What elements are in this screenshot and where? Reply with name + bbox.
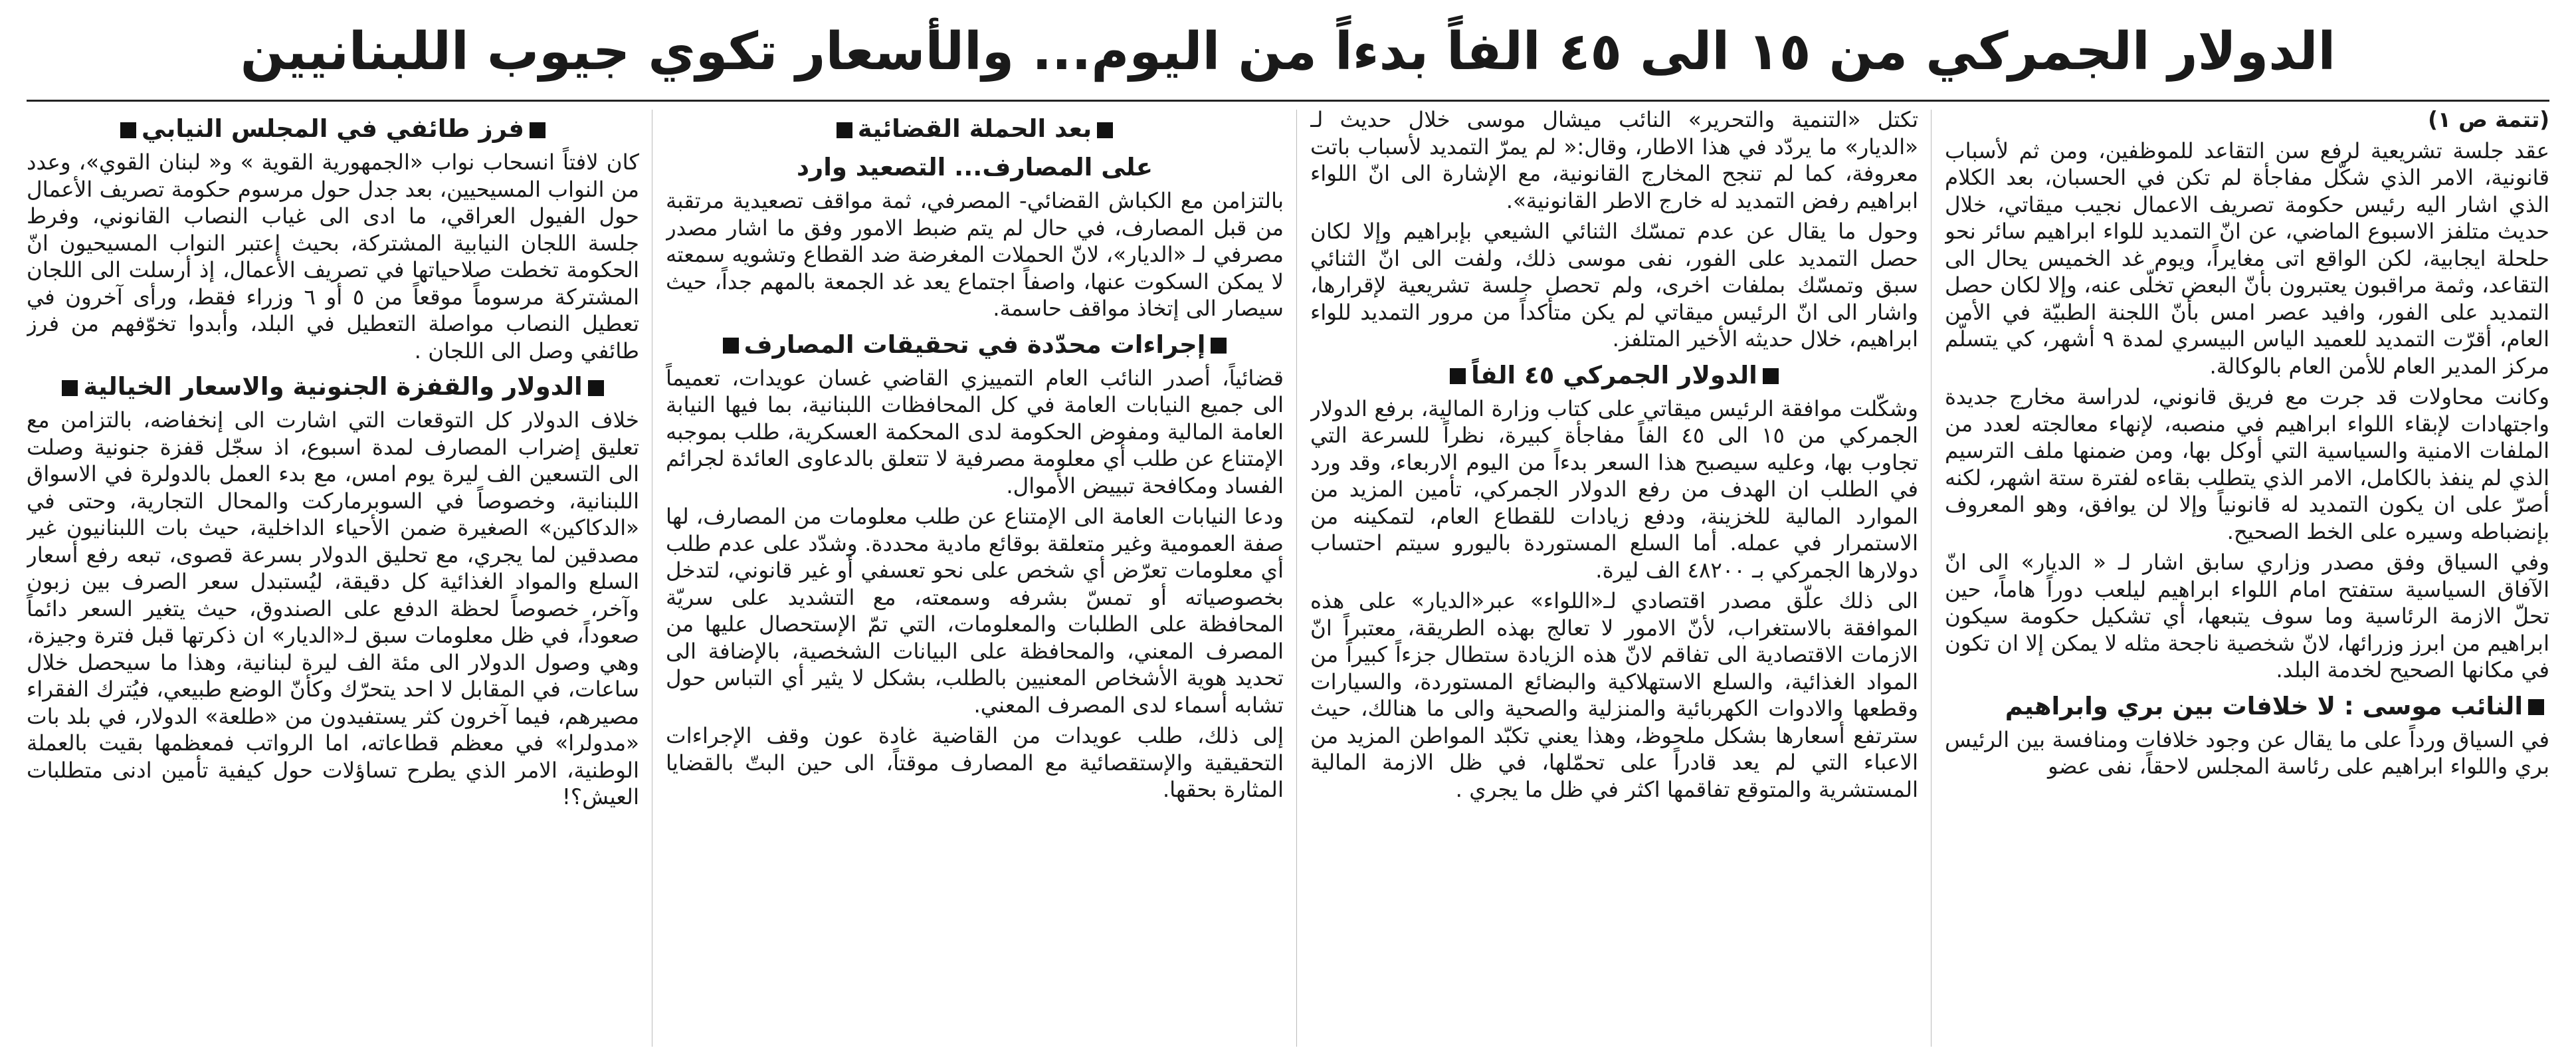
paragraph: خلاف الدولار كل التوقعات التي اشارت الى إنخفاضه، بالتزامن مع تعليق إضراب المصارف لمدة اسبوع، اذ سجّل قفزة جنونية وصلت الى التسعين الف ليرة يوم امس، مع بدء العمل بالدولرة في الاسواق اللبنانية، وخصوصاً في السوبرماركت والمحال التجارية، وحتى في «الدكاكين» الصغيرة ضمن الأحياء الداخلية، حيث بات اللبنانيون غير مصدقين لما يجري، مع تحليق الدولار بسرعة قصوى، تبعه رفع أسعار السلع والمواد الغذائية كل دقيقة، ليُستبدل سعر الصرف بين زبون وآخر، خصوصاً لحظة الدفع على الصندوق، حيث يتغير السعر دائماً صعوداً، في ظل معلومات سبق لـ«الديار» ان ذكرتها قبل فترة وجيزة، وهي وصول الدولار الى مئة الف ليرة لبنانية، وهذا ما سيحصل خلال ساعات، في المقابل لا احد يتحرّك وكأنّ الوضع طبيعي، فيُترك الفقراء مصيرهم، فيما آخرون كثر يستفيدون من «طلعة» الدولار، في بلد بات «مدولرا» في معظم قطاعاته، اما الرواتب فمعظمها بقيت بالعملة الوطنية، الامر الذي يطرح تساؤلات حول كيفية تأمين ادنى متطلبات العيش؟! (27, 407, 639, 809)
square-bullet-icon (1763, 368, 1779, 384)
subheading-text: إجراءات محدّدة في تحقيقات المصارف (743, 330, 1206, 359)
paragraph: الى ذلك علّق مصدر اقتصادي لـ«اللواء» عبر«الديار» على هذه الموافقة بالاستغراب، لأنّ الامور لا تعالج بهذه الطريقة، معتبراً انّ الازمات الاقتصادية الى تفاقم لانّ هذه الزيادة ستطال جزءاً كبيراً من المواد الغذائية، والسلع الاستهلاكية والبضائع المستوردة، والسيارات وقطعها والادوات الكهربائية والمنزلية والصحية والى ما هنالك، حيث سترتفع أسعارها بشكل ملحوظ، وهذا يعني تكبّد المواطن المزيد من الاعباء التي لم يعد قادراً على تحمّلها، في ظل الازمة المالية المستشرية والمتوقع تفاقمها اكثر في ظل ما يجري . (1310, 588, 1918, 802)
column-divider (1931, 110, 1932, 1047)
subheading (1945, 690, 2549, 722)
paragraph: عقد جلسة تشريعية لرفع سن التقاعد للموظفين، ومن ثم لأسباب قانونية، الامر الذي شكّل مفاجأة لم تكن في الحسبان، بعد الكلام الذي اشار اليه رئيس حكومة تصريف الاعمال نجيب ميقاتي، خلال حديث متلفز الاسبوع الماضي، عن انّ التمديد للواء ابراهيم سائر نحو حلحلة ايجابية، لكن الواقع اتى مغايراً، ويوم غد الخميس يحال الى التقاعد، وثمة مراقبون يعتبرون بأنّ البعض تخلّى عنه، وإلا لكان حصل التمديد على الفور، وافيد عصر امس بأنّ اللجنة الطبيّة في الأمن العام، أقرّت التمديد للعميد الياس البيسري لمدة ٩ أشهر، كي يتسلّم مركز المدير العام للأمن العام بالوكالة. (1945, 138, 2549, 379)
paragraph: كان لافتاً انسحاب نواب «الجمهورية القوية » و« لبنان القوي»، وعدد من النواب المسيحيين، بعد جدل حول مرسوم حكومة تصريف الأعمال حول الفيول العراقي، ما ادى الى غياب النصاب القانوني، وفرط جلسة اللجان النيابية المشتركة، بحيث إعتبر النواب المسيحيون انّ الحكومة تخطت صلاحياتها في تصريف الأعمال، إذ أرسلت الى اللجان المشتركة مرسوماً موقعاً من ٥ أو ٦ وزراء فقط، ورأى آخرون في تعطيل النصاب مواصلة التعطيل في البلد، وأبدوا تخوّفهم من فرز طائفي وصل الى اللجان . (27, 150, 639, 364)
square-bullet-icon (2528, 699, 2544, 715)
paragraph: وكانت محاولات قد جرت مع فريق قانوني، لدراسة مخارج جديدة واجتهادات لإبقاء اللواء ابراهيم في منصبه، لإنهاء معالجته لعدد من الملفات الامنية والسياسية التي أوكل بها، ومن ضمنها ملف الترسيم الذي لم ينفذ بالكامل، الامر الذي يتطلب بقاءه لفترة ستة اشهر، لكنه أصرّ على ان يكون التمديد له قانونياً وإلا لن يوافق، وهو المعروف بإنضباطه وسيره على الخط الصحيح. (1945, 384, 2549, 544)
headline: الدولار الجمركي من ١٥ الى ٤٥ الفاً بدءاً من اليوم... والأسعار تكوي جيوب اللبنانيين (240, 22, 2336, 82)
subheading: على المصارف... التصعيد وارد (796, 153, 1153, 181)
subheading-text: الدولار والقفزة الجنونية والاسعار الخيالية (83, 372, 583, 401)
paragraph: بالتزامن مع الكباش القضائي- المصرفي، ثمة مواقف تصعيدية مرتقبة من قبل المصارف، في حال لم يتم ضبط الامور وفق ما اشار مصدر مصرفي لـ «الديار»، لانّ الحملات المغرضة ضد القطاع وتشويه سمعته لا يمكن السكوت عنها، واصفاً اجتماع يعد غد الجمعة بالمهم جداً، حيث سيصار الى إتخاذ مواقف حاسمة. (666, 188, 1284, 321)
subheading (27, 113, 639, 145)
paragraph: ودعا النيابات العامة الى الإمتناع عن طلب معلومات من المصارف، لها صفة العمومية وغير متعلقة بوقائع مادية محددة. وشدّد على عدم طلب أي معلومات تعرّض أي شخص على نحو تعسفي أو غير قانوني، لتدخل بخصوصياته أو تمسّ بشرفه وسمعته، مع التشديد على سريّة المحافظة على الطلبات والمعلومات، التي تمّ الإستحصال عليها من المصرف المعني، والمحافظة على البيانات الشخصية، بالإضافة الى تحديد هوية الأشخاص المعنيين بالطلب، بشكل لا يثير أي التباس حول تشابه أسماء لدى المصرف المعني. (666, 504, 1284, 718)
subheading-text: فرز طائفي في المجلس النيابي (142, 114, 524, 143)
column-3 (666, 106, 1284, 1050)
paragraph: وشكّلت موافقة الرئيس ميقاتي على كتاب وزارة المالية، برفع الدولار الجمركي من ١٥ الى ٤٥ الفاً مفاجأة كبيرة، نظراً للسرعة التي تجاوب بها، وعليه سيصبح هذا السعر بدءاً من اليوم الاربعاء، وقد ورد في الطلب ان الهدف من رفع الدولار الجمركي، تأمين المزيد من الموارد المالية للخزينة، ودفع زيادات للقطاع العام، لتمكينه من الاستمرار في عمله. أما السلع المستوردة باليورو سيتم احتساب دولارها الجمركي بـ ٤٨٢٠٠ الف ليرة. (1310, 395, 1918, 583)
paragraph: قضائياً، أصدر النائب العام التمييزي القاضي غسان عويدات، تعميماً الى جميع النيابات العامة في كل المحافظات اللبنانية، بما فيها النيابة العامة المالية ومفوض الحكومة لدى المحكمة العسكرية، طلب بموجبه الإمتناع عن طلب أي معلومة مصرفية لا تتعلق بالدعاوى العائدة لجرائم الفساد ومكافحة تبييض الأموال. (666, 365, 1284, 498)
square-bullet-icon (723, 338, 739, 354)
square-bullet-icon (1211, 338, 1227, 354)
column-2 (1310, 106, 1918, 1050)
square-bullet-icon (120, 122, 136, 138)
subheading (1310, 360, 1918, 391)
subheading (27, 371, 639, 403)
column-1 (1945, 106, 2549, 1050)
square-bullet-icon (62, 380, 78, 396)
subheading-text: الدولار الجمركي ٤٥ الفاً (1471, 360, 1757, 389)
square-bullet-icon (837, 122, 852, 138)
square-bullet-icon (530, 122, 545, 138)
square-bullet-icon (1450, 368, 1466, 384)
paragraph: إلى ذلك، طلب عويدات من القاضية غادة عون وقف الإجراءات التحقيقية والإستقصائية مع المصارف موقتاً، الى حين البتّ بالقضايا المثارة بحقها. (666, 723, 1284, 802)
subheading (666, 113, 1284, 145)
square-bullet-icon (1097, 122, 1113, 138)
continuation-tag: (تتمة ص ١) (2428, 107, 2549, 132)
subheading-text: النائب موسى : لا خلافات بين بري وابراهيم (2005, 691, 2523, 720)
square-bullet-icon (588, 380, 604, 396)
paragraph: وفي السياق وفق مصدر وزاري سابق اشار لـ « الديار» الى انّ الآفاق السياسية ستفتح امام اللواء ابراهيم ليلعب دوراً هاماً، حين تحلّ الازمة الرئاسية وما سوف يتبعها، أي تشكيل حكومة سيكون ابراهيم من ابرز وزرائها، لانّ شخصية ناجحة مثله لا يمكن إلا ان تكون في مكانها الصحيح لخدمة البلد. (1945, 550, 2549, 683)
paragraph: وحول ما يقال عن عدم تمسّك الثنائي الشيعي بإبراهيم وإلا لكان حصل التمديد على الفور، نفى موسى ذلك، ولفت الى انّ الثنائي سبق وتمسّك بملفات اخرى، ولم تحصل جلسة تشريعية لإقرارها، واشار الى انّ الرئيس ميقاتي لم يكن متأكداً من مرور التمديد للواء ابراهيم، خلال حديثه الأخير المتلفز. (1310, 219, 1918, 352)
paragraph: تكتل «التنمية والتحرير» النائب ميشال موسى خلال حديث لـ «الديار» ما يردّد في هذا الاطار، وقال:« لم يمرّ التمديد لأسباب باتت معروفة، كما لم تنجح المخارج القانونية، مع الإشارة الى انّ اللواء ابراهيم رفض التمديد له خارج الاطر القانونية». (1310, 107, 1918, 213)
column-4 (27, 106, 639, 1050)
column-divider (1296, 110, 1297, 1047)
subheading (666, 329, 1284, 361)
headline-rule (27, 100, 2549, 102)
paragraph: في السياق ورداً على ما يقال عن وجود خلافات ومنافسة بين الرئيس بري واللواء ابراهيم على رئاسة المجلس لاحقاً، نفى عضو (1945, 726, 2549, 779)
subheading-text: بعد الحملة القضائية (857, 114, 1092, 143)
